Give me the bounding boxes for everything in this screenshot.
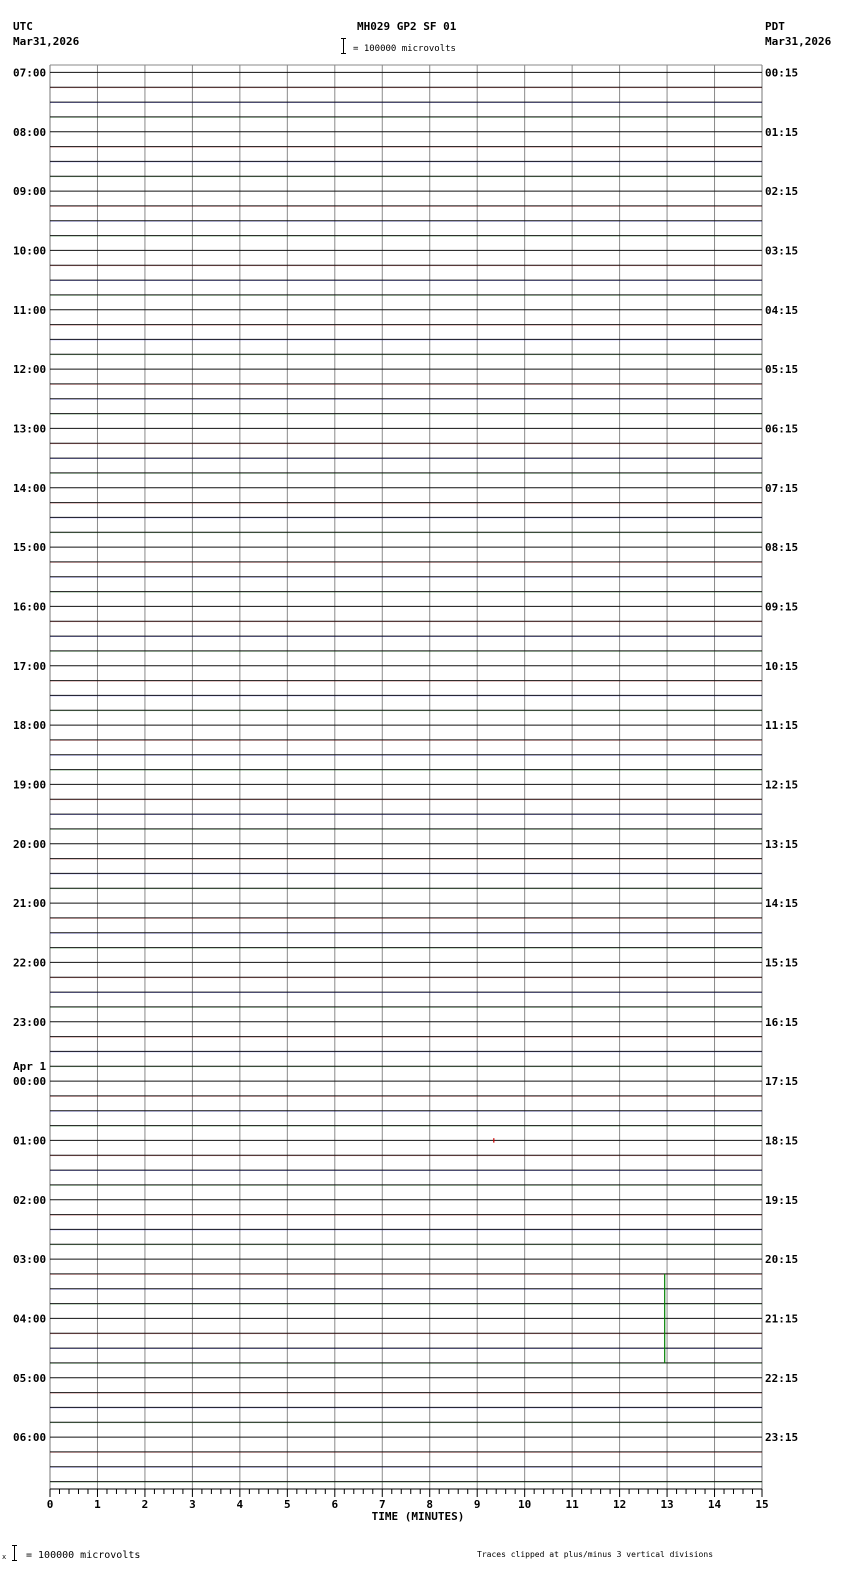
date-change-label: Apr 1: [13, 1060, 47, 1074]
x-axis: [47, 1489, 769, 1523]
utc-hour-label: 19:00: [13, 778, 47, 792]
footer-scale-bar-icon: [12, 1545, 18, 1561]
x-tick-label: 10: [518, 1498, 532, 1511]
pdt-hour-label: 17:15: [765, 1075, 799, 1089]
traces: [50, 72, 762, 1482]
pdt-hour-label: 13:15: [765, 837, 799, 851]
x-tick-label: 9: [473, 1498, 481, 1511]
pdt-hour-label: 02:15: [765, 185, 799, 199]
utc-hour-label: 04:00: [13, 1312, 47, 1326]
utc-hour-label: 05:00: [13, 1371, 47, 1385]
utc-hour-label: 07:00: [13, 66, 47, 80]
x-tick-label: 0: [46, 1498, 54, 1511]
utc-hour-label: 14:00: [13, 481, 47, 495]
x-tick-label: 14: [707, 1498, 722, 1511]
x-tick-label: 4: [236, 1498, 244, 1511]
events: [494, 1138, 665, 1363]
pdt-hour-label: 19:15: [765, 1193, 799, 1207]
x-tick-label: 8: [426, 1498, 434, 1511]
x-tick-label: 3: [189, 1498, 196, 1511]
utc-hour-label: 00:00: [13, 1075, 47, 1089]
pdt-hour-label: 07:15: [765, 481, 799, 495]
utc-hour-label: 20:00: [13, 837, 47, 851]
x-tick-label: 2: [141, 1498, 149, 1511]
pdt-hour-label: 12:15: [765, 778, 799, 792]
pdt-hour-label: 22:15: [765, 1371, 799, 1385]
x-tick-label: 12: [612, 1498, 627, 1511]
pdt-hour-label: 10:15: [765, 659, 799, 673]
utc-date: Mar31,2026: [13, 35, 80, 48]
pdt-hour-label: 01:15: [765, 125, 799, 139]
pdt-hour-label: 15:15: [765, 956, 799, 970]
x-axis-title: TIME (MINUTES): [371, 1510, 465, 1523]
pdt-hour-label: 08:15: [765, 541, 799, 555]
pdt-hour-label: 18:15: [765, 1134, 799, 1148]
x-tick-label: 13: [660, 1498, 674, 1511]
utc-hour-label: 11:00: [13, 303, 47, 317]
pdt-hour-label: 09:15: [765, 600, 799, 614]
x-tick-label: 6: [331, 1498, 339, 1511]
x-tick-label: 11: [565, 1498, 579, 1511]
pdt-hour-label: 04:15: [765, 303, 799, 317]
pdt-hour-label: 00:15: [765, 66, 799, 80]
x-tick-label: 5: [284, 1498, 291, 1511]
footer-scale-text: = 100000 microvolts: [26, 1550, 141, 1561]
pdt-hour-label: 03:15: [765, 244, 799, 258]
utc-hour-label: 13:00: [13, 422, 47, 436]
x-tick-label: 1: [94, 1498, 101, 1511]
x-tick-label: 7: [378, 1498, 386, 1511]
pdt-hour-label: 06:15: [765, 422, 799, 436]
utc-label: UTC: [13, 20, 33, 33]
utc-hour-label: 17:00: [13, 659, 47, 673]
utc-hour-label: 12:00: [13, 363, 47, 377]
utc-hour-label: 21:00: [13, 897, 47, 911]
grid: [50, 65, 762, 1489]
utc-hour-label: 18:00: [13, 719, 47, 733]
chart-title: MH029 GP2 SF 01: [357, 20, 457, 33]
utc-hour-label: 02:00: [13, 1193, 47, 1207]
utc-hour-label: 22:00: [13, 956, 47, 970]
utc-hour-label: 16:00: [13, 600, 47, 614]
utc-hour-label: 08:00: [13, 125, 47, 139]
utc-hour-label: 15:00: [13, 541, 47, 555]
pdt-hour-label: 21:15: [765, 1312, 799, 1326]
pdt-hour-label: 11:15: [765, 719, 799, 733]
clip-note: Traces clipped at plus/minus 3 vertical divisions: [477, 1550, 714, 1559]
pdt-hour-label: 05:15: [765, 363, 799, 377]
pdt-hour-label: 23:15: [765, 1431, 799, 1445]
footer-scale-prefix: x: [2, 1553, 7, 1561]
pdt-hour-label: 16:15: [765, 1015, 799, 1029]
pdt-hour-label: 20:15: [765, 1253, 799, 1267]
utc-hour-label: 09:00: [13, 185, 47, 199]
utc-hour-label: 03:00: [13, 1253, 47, 1267]
utc-hour-label: 23:00: [13, 1015, 47, 1029]
pdt-label: PDT: [765, 20, 785, 33]
pdt-hour-label: 14:15: [765, 897, 799, 911]
pdt-date: Mar31,2026: [765, 35, 832, 48]
x-tick-label: 15: [755, 1498, 769, 1511]
utc-hour-label: 01:00: [13, 1134, 47, 1148]
scale-text: = 100000 microvolts: [353, 44, 456, 54]
utc-hour-label: 10:00: [13, 244, 47, 258]
utc-hour-label: 06:00: [13, 1431, 47, 1445]
